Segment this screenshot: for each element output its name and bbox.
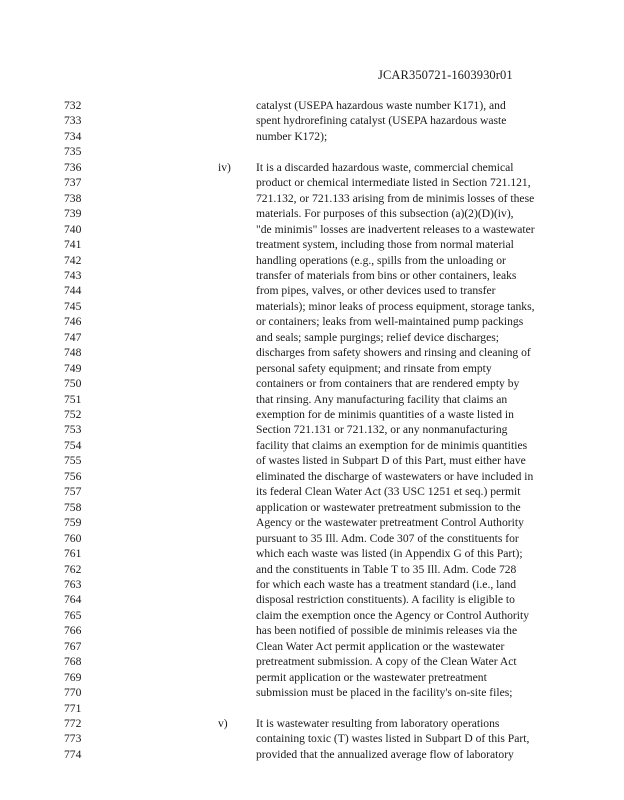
line-text: of wastes listed in Subpart D of this Part, must either have xyxy=(256,454,526,468)
line-text: product or chemical intermediate listed in Section 721.121, xyxy=(256,176,531,190)
document-line xyxy=(0,175,624,190)
document-line xyxy=(0,129,624,144)
document-line xyxy=(0,330,624,345)
line-number: 739 xyxy=(64,207,82,221)
line-text: personal safety equipment; and rinsate from empty xyxy=(256,361,492,375)
line-text: claim the exemption once the Agency or Control Authority xyxy=(256,608,530,622)
document-line xyxy=(0,237,624,252)
document-line xyxy=(0,623,624,638)
line-number: 732 xyxy=(64,99,82,112)
document-line xyxy=(0,299,624,314)
line-text: materials. For purposes of this subsection (a)(2)(D)(iv), xyxy=(256,207,514,221)
document-line xyxy=(0,453,624,468)
line-number: 756 xyxy=(64,469,82,483)
line-number: 742 xyxy=(64,253,82,267)
line-number: 758 xyxy=(64,500,82,514)
document-line xyxy=(0,206,624,221)
line-number: 772 xyxy=(64,717,82,730)
line-number: 755 xyxy=(64,454,82,468)
line-number: 737 xyxy=(64,176,82,190)
subsection-marker: iv) xyxy=(218,160,231,174)
line-text: from pipes, valves, or other devices used to transfer xyxy=(256,284,496,298)
line-number: 760 xyxy=(64,531,82,545)
line-text: disposal restriction constituents). A facility is eligible to xyxy=(256,593,515,607)
line-text: eliminated the discharge of wastewaters or have included in xyxy=(256,469,534,483)
line-number: 762 xyxy=(64,562,82,576)
document-line xyxy=(0,608,624,623)
line-number: 744 xyxy=(64,284,82,298)
document-line xyxy=(0,562,624,577)
line-text: and the constituents in Table T to 35 Ill. Adm. Code 728 xyxy=(256,562,517,576)
document-line xyxy=(0,345,624,360)
document-line xyxy=(0,407,624,422)
line-number: 768 xyxy=(64,655,82,669)
line-text: 721.132, or 721.133 arising from de minimis losses of these xyxy=(256,191,535,205)
line-number: 757 xyxy=(64,485,82,499)
line-number: 763 xyxy=(64,577,82,591)
line-text: containers or from containers that are rendered empty by xyxy=(256,377,520,391)
line-number: 743 xyxy=(64,268,82,282)
line-number: 771 xyxy=(64,701,82,715)
line-number: 741 xyxy=(64,238,82,252)
line-text: pretreatment submission. A copy of the Clean Water Act xyxy=(256,655,517,669)
line-number: 734 xyxy=(64,129,82,143)
line-number: 766 xyxy=(64,624,82,638)
line-number: 764 xyxy=(64,593,82,607)
line-text: catalyst (USEPA hazardous waste number K171), and xyxy=(256,99,506,112)
line-text: exemption for de minimis quantities of a waste listed in xyxy=(256,408,514,421)
line-text: Clean Water Act permit application or the wastewater xyxy=(256,639,505,653)
line-text: for which each waste has a treatment standard (i.e., land xyxy=(256,577,517,591)
line-text: spent hydrorefining catalyst (USEPA hazardous waste xyxy=(256,114,507,128)
line-text: and seals; sample purgings; relief device discharges; xyxy=(256,330,499,344)
line-number: 753 xyxy=(64,423,82,437)
line-text: pursuant to 35 Ill. Adm. Code 307 of the constituents for xyxy=(256,531,519,545)
line-text: facility that claims an exemption for de minimis quantities xyxy=(256,438,528,452)
line-number: 740 xyxy=(64,222,82,236)
line-text: containing toxic (T) wastes listed in Subpart D of this Part, xyxy=(256,732,530,746)
line-number: 759 xyxy=(64,516,82,530)
line-text: number K172); xyxy=(256,129,328,143)
line-number: 765 xyxy=(64,608,82,622)
line-text: or containers; leaks from well-maintained pump packings xyxy=(256,315,524,329)
line-number: 752 xyxy=(64,408,82,421)
line-number: 754 xyxy=(64,438,82,452)
line-number: 767 xyxy=(64,639,82,653)
line-text: It is a discarded hazardous waste, commercial chemical xyxy=(256,160,514,174)
subsection-marker: v) xyxy=(218,717,228,730)
line-number: 749 xyxy=(64,361,82,375)
document-line xyxy=(0,144,624,159)
line-text: which each waste was listed (in Appendix G of this Part); xyxy=(256,547,523,561)
document-line xyxy=(0,113,624,128)
line-number: 773 xyxy=(64,732,82,746)
line-number: 733 xyxy=(64,114,82,128)
line-text: submission must be placed in the facility's on-site files; xyxy=(256,686,513,700)
document-line xyxy=(0,531,624,546)
document-line xyxy=(0,283,624,298)
document-line xyxy=(0,268,624,283)
line-number: 774 xyxy=(64,747,82,761)
line-number: 761 xyxy=(64,547,82,561)
line-text: has been notified of possible de minimis releases via the xyxy=(256,624,518,638)
document-line xyxy=(0,422,624,437)
line-number: 746 xyxy=(64,315,82,329)
document-id-header: JCAR350721-1603930r01 xyxy=(378,68,513,82)
document-line xyxy=(0,438,624,453)
line-text: Section 721.131 or 721.132, or any nonmanufacturing xyxy=(256,423,508,437)
line-number: 735 xyxy=(64,145,82,159)
line-number: 769 xyxy=(64,670,82,684)
line-text: materials); minor leaks of process equipment, storage tanks, xyxy=(256,299,535,313)
line-text: Agency or the wastewater pretreatment Control Authority xyxy=(256,516,524,530)
document-line xyxy=(0,592,624,607)
line-text: provided that the annualized average flow of laboratory xyxy=(256,747,514,761)
document-line xyxy=(0,98,624,113)
line-number: 736 xyxy=(64,160,82,174)
line-number: 751 xyxy=(64,392,82,406)
line-text: transfer of materials from bins or other containers, leaks xyxy=(256,268,517,282)
document-line xyxy=(0,639,624,654)
document-line xyxy=(0,469,624,484)
line-number: 748 xyxy=(64,346,82,360)
line-number: 738 xyxy=(64,191,82,205)
line-text: treatment system, including those from normal material xyxy=(256,238,514,252)
line-text: It is wastewater resulting from laboratory operations xyxy=(256,717,500,730)
document-line xyxy=(0,654,624,669)
document-line xyxy=(0,484,624,499)
document-line xyxy=(0,253,624,268)
document-line xyxy=(0,515,624,530)
line-number: 745 xyxy=(64,299,82,313)
line-number: 770 xyxy=(64,686,82,700)
document-line xyxy=(0,747,624,762)
line-number: 747 xyxy=(64,330,82,344)
line-number: 750 xyxy=(64,377,82,391)
document-line xyxy=(0,670,624,685)
line-text: handling operations (e.g., spills from the unloading or xyxy=(256,253,506,267)
line-text: "de minimis" losses are inadvertent releases to a wastewater xyxy=(256,222,535,236)
document-line xyxy=(0,361,624,376)
document-line xyxy=(0,392,624,407)
document-line xyxy=(0,701,624,716)
line-text: its federal Clean Water Act (33 USC 1251 et seq.) permit xyxy=(256,485,521,499)
document-line xyxy=(0,160,624,175)
document-line xyxy=(0,546,624,561)
document-line xyxy=(0,731,624,746)
document-line xyxy=(0,314,624,329)
line-text: that rinsing. Any manufacturing facility that claims an xyxy=(256,392,508,406)
document-line xyxy=(0,376,624,391)
document-line xyxy=(0,191,624,206)
document-line xyxy=(0,577,624,592)
document-line xyxy=(0,222,624,237)
line-text: permit application or the wastewater pretreatment xyxy=(256,670,487,684)
document-line xyxy=(0,685,624,700)
line-text: application or wastewater pretreatment submission to the xyxy=(256,500,521,514)
document-line xyxy=(0,716,624,731)
document-line xyxy=(0,500,624,515)
line-text: discharges from safety showers and rinsing and cleaning of xyxy=(256,346,531,360)
